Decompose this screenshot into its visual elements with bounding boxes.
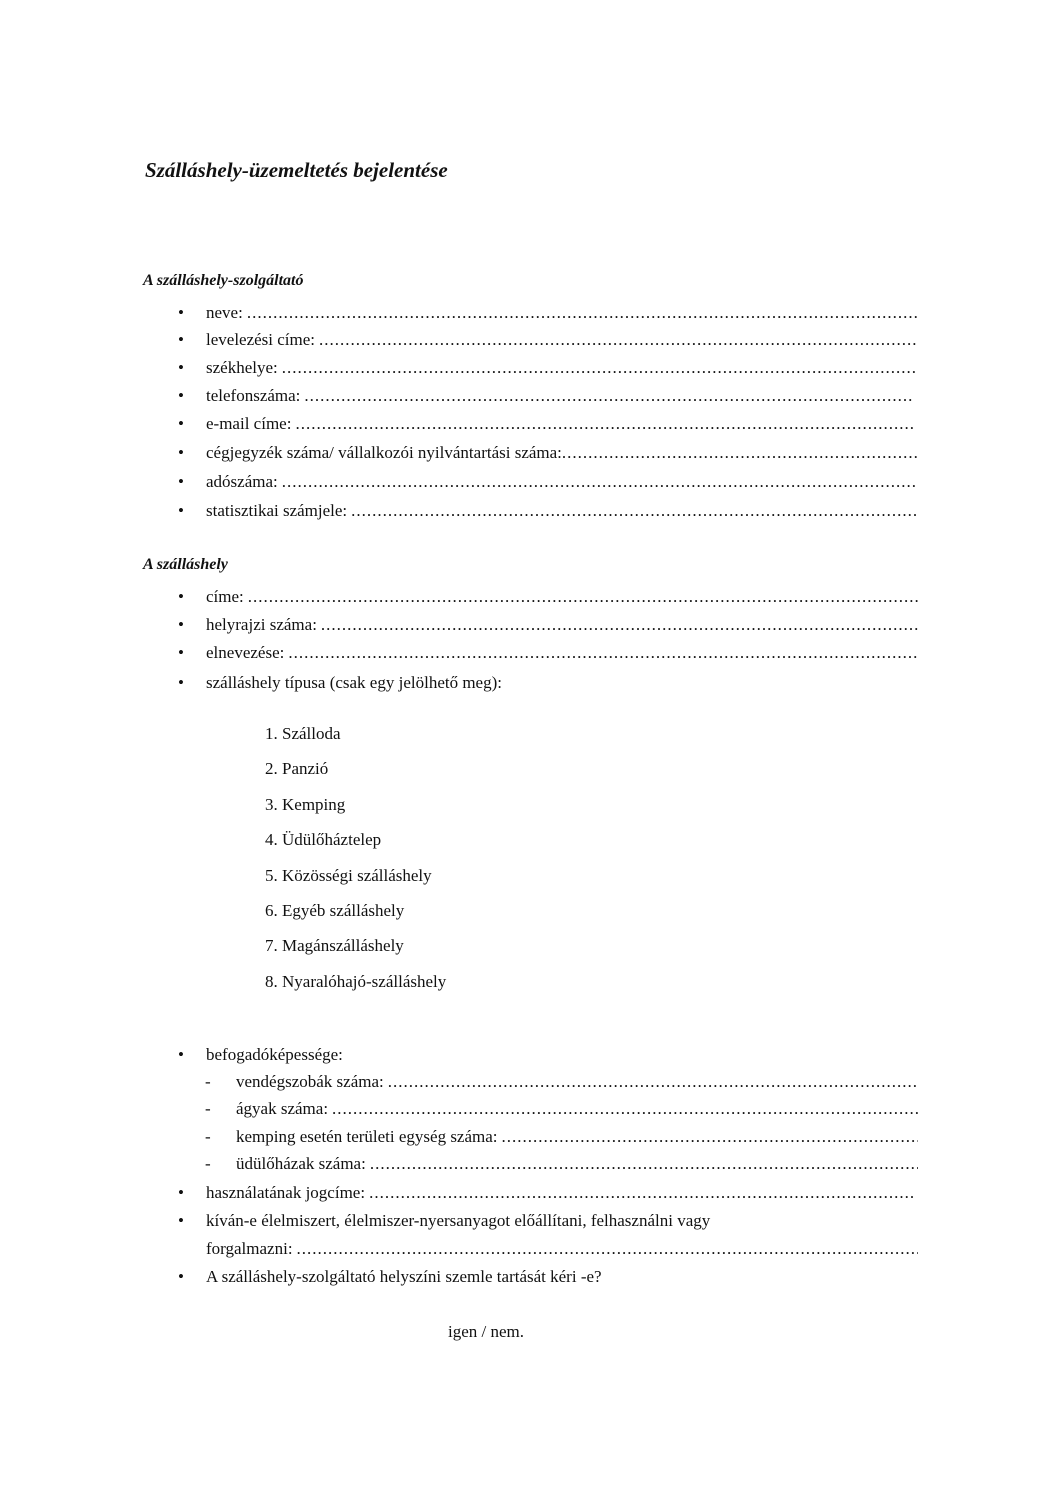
accommodation-section-heading: A szálláshely (143, 556, 228, 573)
document-title: Szálláshely-üzemeltetés bejelentése (145, 158, 448, 182)
bullet-icon: • (178, 330, 184, 349)
provider-section-heading: A szálláshely-szolgáltató (143, 272, 304, 289)
field-label: címe: (206, 587, 244, 606)
fill-in-line[interactable] (370, 1154, 918, 1174)
fill-in-line[interactable] (304, 386, 913, 406)
field-label: üdülőházak száma: (236, 1154, 366, 1173)
provider-phone-field[interactable] (178, 386, 913, 406)
provider-registry-number-field[interactable] (178, 443, 918, 463)
food-question (178, 1211, 710, 1231)
fill-in-line[interactable] (319, 330, 918, 350)
field-label: forgalmazni: (206, 1239, 293, 1258)
accommodation-name-field[interactable] (178, 643, 918, 663)
field-label: telefonszáma: (206, 386, 301, 405)
fill-in-line[interactable] (295, 414, 913, 434)
capacity-label (178, 1045, 343, 1065)
bullet-icon: • (178, 1267, 184, 1286)
accommodation-parcel-number-field[interactable] (178, 615, 918, 635)
accommodation-type-label (178, 673, 502, 693)
field-label: e-mail címe: (206, 414, 292, 433)
field-label: vendégszobák száma: (236, 1072, 384, 1091)
bullet-icon: • (178, 386, 184, 405)
field-label: cégjegyzék száma/ vállalkozói nyilvántartási száma: (206, 443, 562, 462)
fill-in-line[interactable] (297, 1239, 918, 1259)
fill-in-line[interactable] (288, 643, 918, 663)
bullet-icon: • (178, 673, 184, 692)
fill-in-line[interactable] (282, 358, 918, 378)
bullet-icon: • (178, 1183, 184, 1202)
type-option-holiday-park[interactable]: 4. Üdülőháztelep (265, 830, 382, 849)
field-label: befogadóképessége: (206, 1045, 343, 1064)
type-option-houseboat[interactable]: 8. Nyaralóhajó-szálláshely (265, 972, 447, 991)
bullet-icon: • (178, 643, 184, 662)
dash-icon: - (205, 1127, 211, 1146)
field-label: kíván-e élelmiszert, élelmiszer-nyersanyagot előállítani, felhasználni vagy (206, 1211, 711, 1230)
field-label: kemping esetén területi egység száma: (236, 1127, 498, 1146)
camping-units-field[interactable] (205, 1127, 918, 1147)
provider-email-field[interactable] (178, 414, 913, 434)
fill-in-line[interactable] (282, 472, 918, 492)
type-option-hotel[interactable]: 1. Szálloda (265, 724, 341, 743)
fill-in-line[interactable] (502, 1127, 918, 1147)
bullet-icon: • (178, 414, 184, 433)
type-option-private[interactable]: 7. Magánszálláshely (265, 936, 404, 955)
bullet-icon: • (178, 1045, 184, 1064)
beds-field[interactable] (205, 1099, 918, 1119)
fill-in-line[interactable] (321, 615, 918, 635)
type-option-community[interactable]: 5. Közösségi szálláshely (265, 866, 432, 885)
dash-icon: - (205, 1154, 211, 1173)
fill-in-line[interactable] (351, 501, 918, 521)
field-label: székhelye: (206, 358, 278, 377)
field-label: neve: (206, 303, 243, 322)
food-answer-field[interactable] (206, 1239, 918, 1259)
guest-rooms-field[interactable] (205, 1072, 918, 1092)
field-label: adószáma: (206, 472, 278, 491)
fill-in-line[interactable] (332, 1099, 918, 1119)
fill-in-line[interactable] (247, 303, 918, 323)
field-label: levelezési címe: (206, 330, 316, 349)
bullet-icon: • (178, 303, 184, 322)
bullet-icon: • (178, 587, 184, 606)
legal-title-field[interactable] (178, 1183, 913, 1203)
bullet-icon: • (178, 615, 184, 634)
provider-seat-field[interactable] (178, 358, 918, 378)
bullet-icon: • (178, 501, 184, 520)
field-label: helyrajzi száma: (206, 615, 317, 634)
field-label: A szálláshely-szolgáltató helyszíni szemle tartását kéri -e? (206, 1267, 602, 1286)
field-label: ágyak száma: (236, 1099, 329, 1118)
type-option-camping[interactable]: 3. Kemping (265, 795, 346, 814)
provider-tax-number-field[interactable] (178, 472, 918, 492)
fill-in-line[interactable] (369, 1183, 913, 1203)
fill-in-line[interactable] (388, 1072, 918, 1092)
fill-in-line[interactable] (562, 443, 918, 463)
bullet-icon: • (178, 1211, 184, 1230)
dash-icon: - (205, 1072, 211, 1091)
field-label: elnevezése: (206, 643, 285, 662)
type-option-other[interactable]: 6. Egyéb szálláshely (265, 901, 405, 920)
bullet-icon: • (178, 472, 184, 491)
dash-icon: - (205, 1099, 211, 1118)
holiday-houses-field[interactable] (205, 1154, 918, 1174)
type-option-guesthouse[interactable]: 2. Panzió (265, 759, 329, 778)
bullet-icon: • (178, 358, 184, 377)
field-label: statisztikai számjele: (206, 501, 348, 520)
bullet-icon: • (178, 443, 184, 462)
inspection-answer-options[interactable]: igen / nem. (448, 1322, 525, 1341)
field-label: használatának jogcíme: (206, 1183, 366, 1202)
fill-in-line[interactable] (248, 587, 918, 607)
accommodation-address-field[interactable] (178, 587, 918, 607)
provider-statistical-code-field[interactable] (178, 501, 918, 521)
provider-name-field[interactable] (178, 303, 918, 323)
provider-postal-address-field[interactable] (178, 330, 918, 350)
inspection-question (178, 1267, 602, 1287)
field-label: szálláshely típusa (csak egy jelölhető meg): (206, 673, 502, 692)
